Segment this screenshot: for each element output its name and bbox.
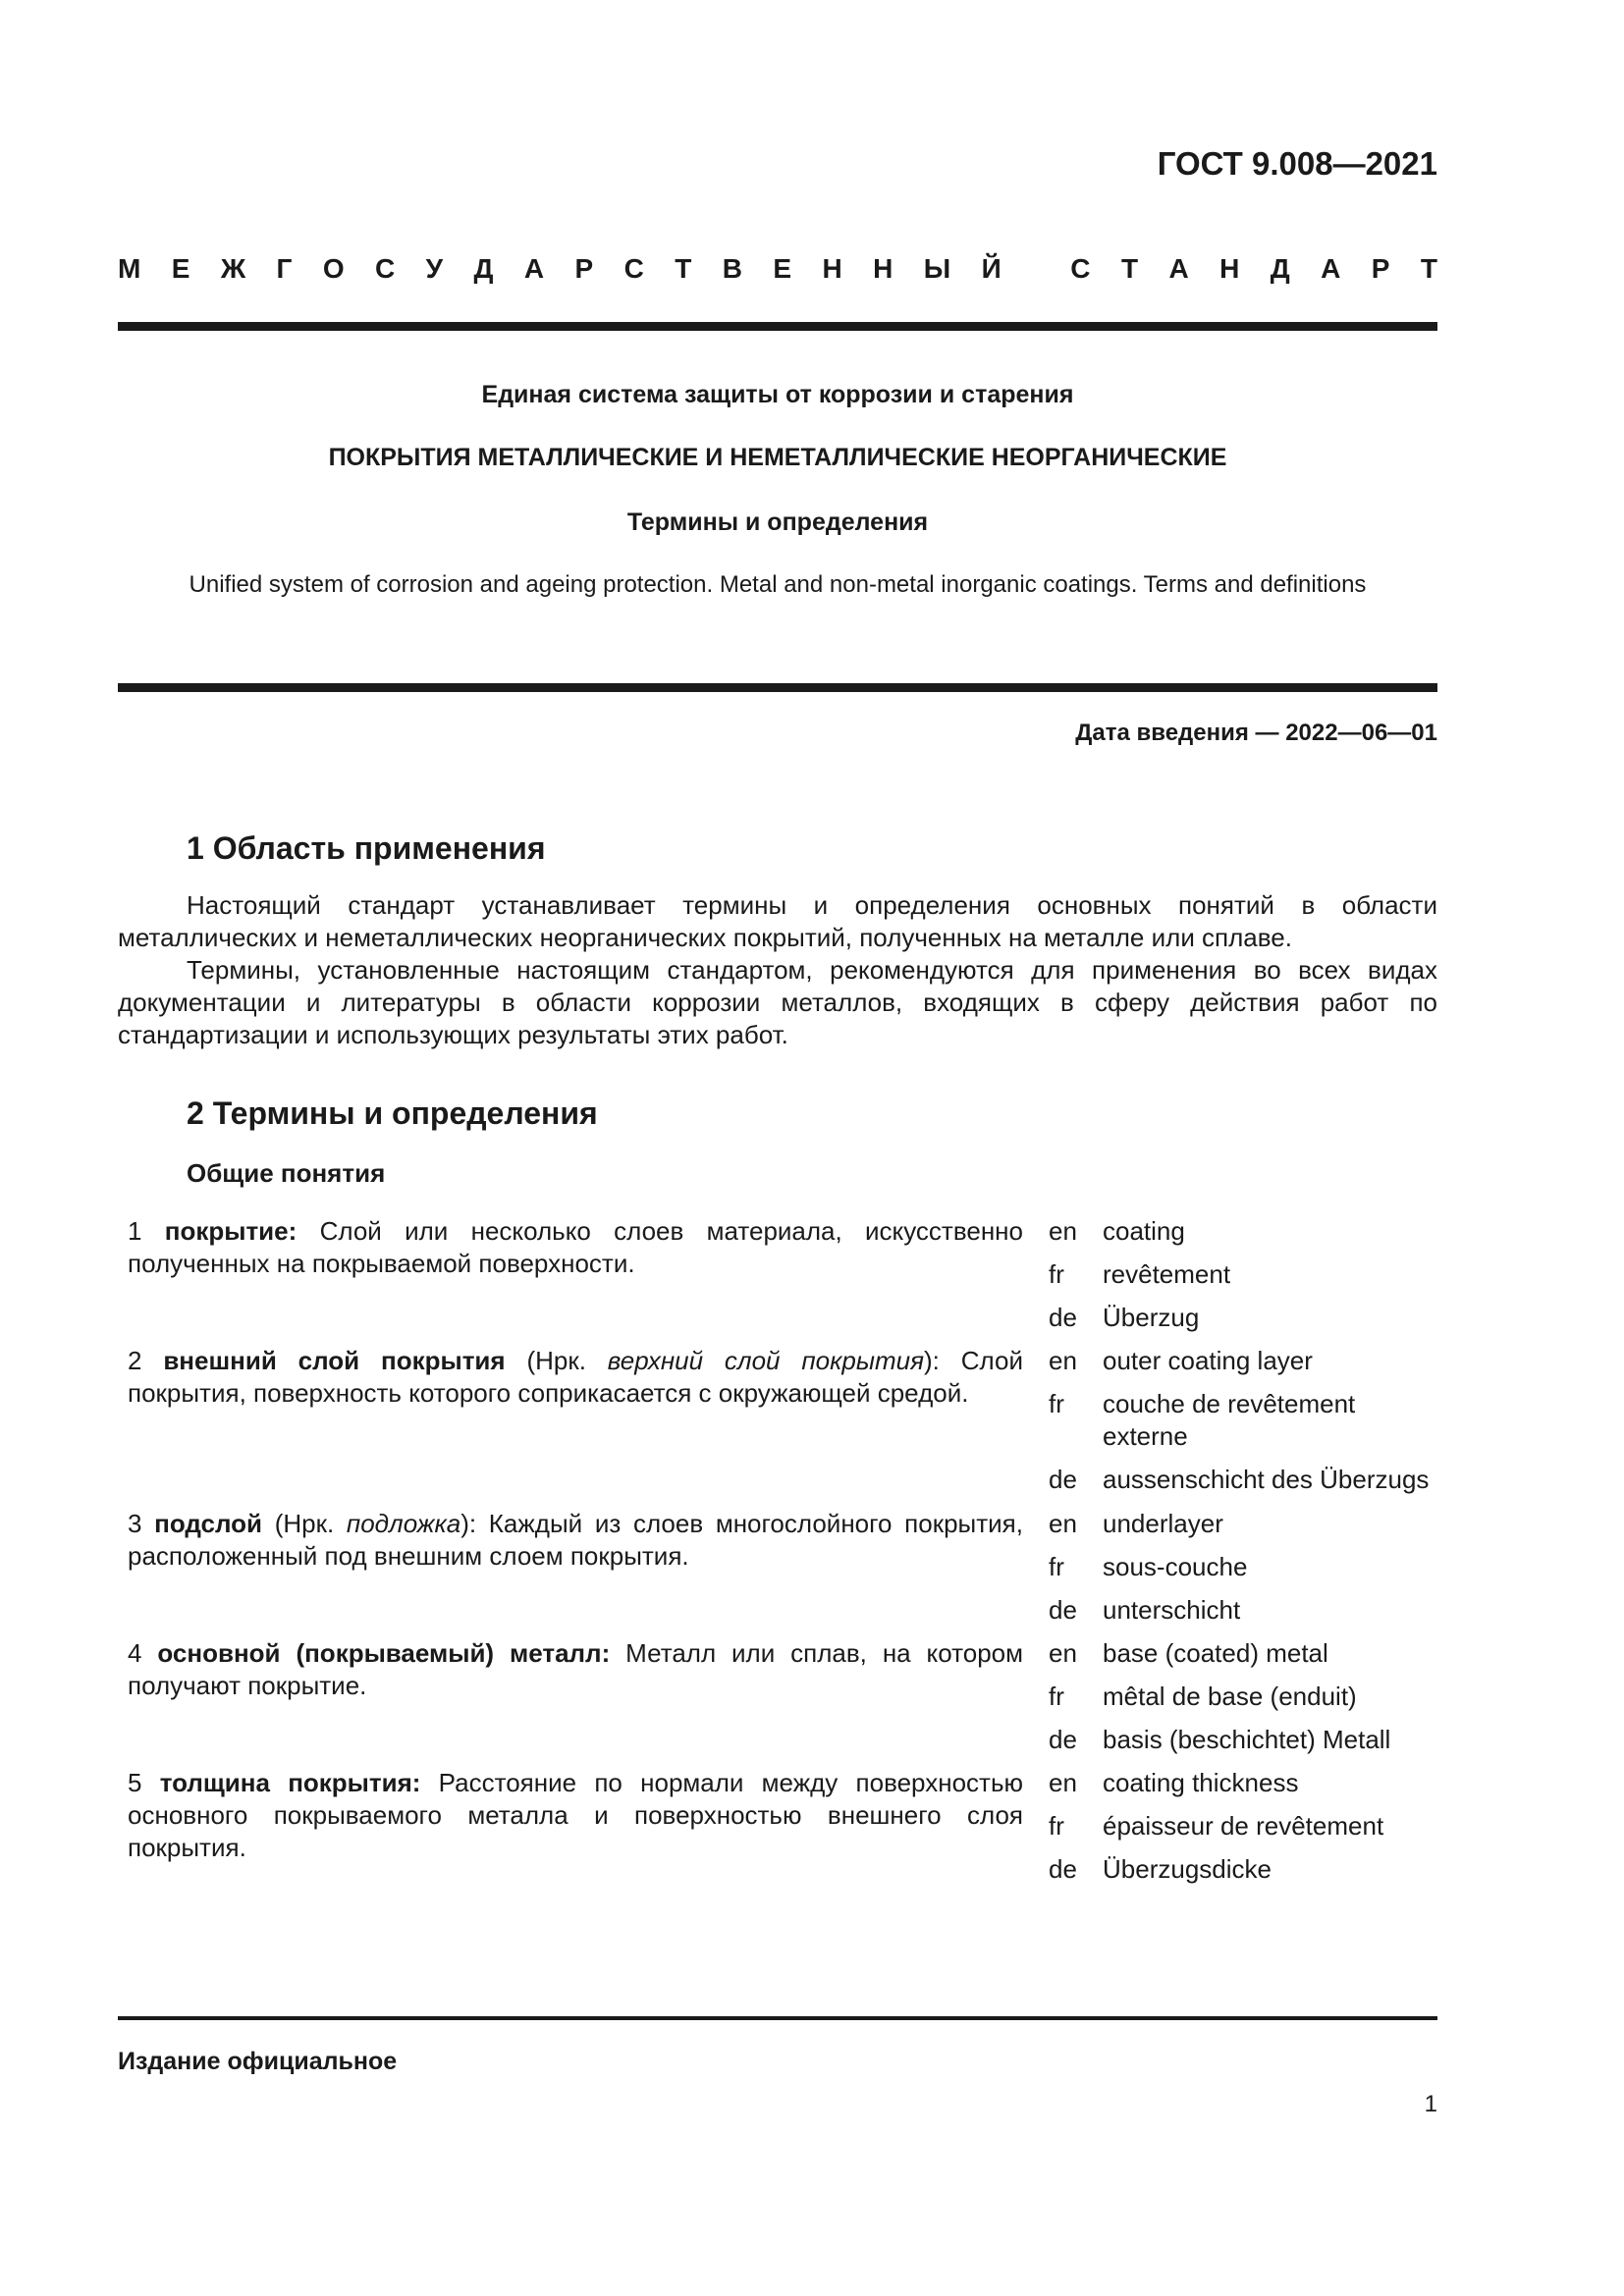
term-name: подслой bbox=[154, 1509, 263, 1538]
term-name: покрытие: bbox=[164, 1216, 298, 1246]
term-name: основной (покрываемый) металл: bbox=[157, 1638, 611, 1668]
lang-code: fr bbox=[1049, 1811, 1064, 1841]
lang-code: en bbox=[1049, 1216, 1077, 1246]
banner-letter: Н bbox=[822, 253, 842, 284]
banner-letter: Е bbox=[171, 253, 190, 284]
banner-letter: С bbox=[375, 253, 396, 284]
banner-letter: Ж bbox=[220, 253, 246, 284]
banner-letter: О bbox=[322, 253, 345, 284]
term-definition: Металл или сплав, на котором получают покрытие. bbox=[128, 1638, 1023, 1700]
lang-code: en bbox=[1049, 1509, 1077, 1538]
banner-letter: Й bbox=[981, 253, 1001, 284]
banner-letter: С bbox=[623, 253, 644, 284]
banner-letter: Е bbox=[773, 253, 792, 284]
banner-letter: М bbox=[118, 253, 141, 284]
term-entry-5 bbox=[128, 1767, 1023, 1864]
banner-letter: Д bbox=[473, 253, 494, 284]
interstate-standard-banner bbox=[118, 253, 1437, 285]
term-note: (Нрк. bbox=[505, 1346, 608, 1375]
term-3-equivalents bbox=[1049, 1508, 1441, 1627]
term-number: 1 bbox=[128, 1216, 142, 1246]
term-2-equivalents bbox=[1049, 1345, 1441, 1496]
banner-letter: С bbox=[1070, 253, 1091, 284]
term-number: 3 bbox=[128, 1509, 142, 1538]
term-de: Überzug bbox=[1103, 1303, 1200, 1332]
banner-letter: Т bbox=[675, 253, 692, 284]
term-fr: couche de revêtement externe bbox=[1103, 1389, 1356, 1451]
term-name: толщина покрытия: bbox=[159, 1768, 421, 1797]
section-2-heading: 2 Термины и определения bbox=[187, 1095, 598, 1131]
term-entry-4 bbox=[128, 1637, 1023, 1702]
term-fr: épaisseur de revêtement bbox=[1103, 1811, 1384, 1841]
term-note: (Нрк. bbox=[262, 1509, 347, 1538]
lang-code: de bbox=[1049, 1465, 1077, 1494]
banner-letter: А bbox=[523, 253, 545, 284]
lang-code: fr bbox=[1049, 1682, 1064, 1711]
term-number: 2 bbox=[128, 1346, 142, 1375]
term-de: aussenschicht des Überzugs bbox=[1103, 1465, 1430, 1494]
banner-gap bbox=[1032, 253, 1040, 285]
banner-letter: В bbox=[722, 253, 742, 284]
term-en: coating thickness bbox=[1103, 1768, 1299, 1797]
lang-code: de bbox=[1049, 1595, 1077, 1625]
term-entry-3 bbox=[128, 1508, 1023, 1573]
term-4-equivalents bbox=[1049, 1637, 1441, 1756]
term-definition: Расстояние по нормали между поверхностью основного покрываемого металла и поверхностью внешнего слоя покрытия. bbox=[128, 1768, 1023, 1862]
banner-letter: Т bbox=[1120, 253, 1139, 284]
term-entry-1 bbox=[128, 1215, 1023, 1280]
official-edition-label: Издание официальное bbox=[118, 2048, 398, 2075]
general-concepts-subheading: Общие понятия bbox=[187, 1158, 386, 1188]
banner-letter: Н bbox=[873, 253, 893, 284]
lang-code: en bbox=[1049, 1638, 1077, 1668]
term-de: basis (beschichtet) Metall bbox=[1103, 1725, 1391, 1754]
term-5-equivalents bbox=[1049, 1767, 1441, 1886]
lang-code: de bbox=[1049, 1854, 1077, 1884]
banner-letter: Н bbox=[1219, 253, 1240, 284]
term-definition: Слой или несколько слоев материала, искусственно полученных на покрываемой поверхности. bbox=[128, 1216, 1023, 1278]
banner-letter: Р bbox=[1371, 253, 1390, 284]
section-1-paragraph-1 bbox=[118, 889, 1437, 954]
lang-code: fr bbox=[1049, 1389, 1064, 1418]
term-fr: sous-couche bbox=[1103, 1552, 1248, 1581]
paragraph-text: Настоящий стандарт устанавливает термины и определения основных понятий в области металлических и неметаллических неорганических покрытий, полученных на металле или сплаве. bbox=[118, 890, 1437, 952]
term-fr: mêtal de base (enduit) bbox=[1103, 1682, 1357, 1711]
paragraph-text: Термины, установленные настоящим стандартом, рекомендуются для применения во всех видах документации и литературы в области коррозии металлов, входящих в сферу действия работ по стандартизации и использующих результаты этих работ. bbox=[118, 955, 1437, 1049]
term-entry-2 bbox=[128, 1345, 1023, 1410]
term-de: Überzugsdicke bbox=[1103, 1854, 1272, 1884]
term-fr: revêtement bbox=[1103, 1259, 1231, 1289]
banner-letter: А bbox=[1321, 253, 1341, 284]
lang-code: de bbox=[1049, 1303, 1077, 1332]
banner-letter: Г bbox=[276, 253, 293, 284]
sub-title: Термины и определения bbox=[626, 508, 929, 536]
lang-code: en bbox=[1049, 1346, 1077, 1375]
footer-divider bbox=[118, 2016, 1437, 2020]
header-divider bbox=[118, 322, 1437, 331]
banner-letter: Д bbox=[1270, 253, 1290, 284]
term-note: ): bbox=[924, 1346, 940, 1375]
term-en: underlayer bbox=[1103, 1509, 1223, 1538]
standard-code: ГОСТ 9.008—2021 bbox=[1157, 145, 1437, 182]
term-definition: Слой покрытия, поверхность которого соприкасается с окружающей средой. bbox=[128, 1346, 1023, 1408]
term-number: 5 bbox=[128, 1768, 142, 1797]
section-1-heading: 1 Область применения bbox=[187, 830, 546, 866]
banner-letter: Р bbox=[574, 253, 594, 284]
term-de: unterschicht bbox=[1103, 1595, 1241, 1625]
lang-code: en bbox=[1049, 1768, 1077, 1797]
term-note: ): bbox=[460, 1509, 477, 1538]
banner-letter: А bbox=[1168, 253, 1189, 284]
banner-letter: Ы bbox=[923, 253, 951, 284]
term-1-equivalents bbox=[1049, 1215, 1441, 1334]
term-number: 4 bbox=[128, 1638, 142, 1668]
title-divider bbox=[118, 683, 1437, 692]
lang-code: fr bbox=[1049, 1259, 1064, 1289]
system-title: Единая система защиты от коррозии и старения bbox=[481, 381, 1074, 408]
term-en: base (coated) metal bbox=[1103, 1638, 1328, 1668]
page-number: 1 bbox=[1424, 2091, 1437, 2117]
lang-code: de bbox=[1049, 1725, 1077, 1754]
banner-letter: Т bbox=[1420, 253, 1437, 284]
english-title: Unified system of corrosion and ageing protection. Metal and non-metal inorganic coatings. Terms and definitions bbox=[189, 571, 1367, 598]
banner-letter: У bbox=[425, 253, 444, 284]
term-name: внешний слой покрытия bbox=[163, 1346, 506, 1375]
introduction-date: Дата введения — 2022—06—01 bbox=[1075, 720, 1437, 746]
main-title: ПОКРЫТИЯ МЕТАЛЛИЧЕСКИЕ И НЕМЕТАЛЛИЧЕСКИЕ НЕОРГАНИЧЕСКИЕ bbox=[328, 444, 1227, 471]
term-en: outer coating layer bbox=[1103, 1346, 1313, 1375]
term-note-italic: подложка bbox=[346, 1509, 461, 1538]
term-definition: Каждый из слоев многослойного покрытия, расположенный под внешним слоем покрытия. bbox=[128, 1509, 1023, 1571]
term-note-italic: верхний слой покрытия bbox=[607, 1346, 925, 1375]
term-en: coating bbox=[1103, 1216, 1185, 1246]
lang-code: fr bbox=[1049, 1552, 1064, 1581]
section-1-paragraph-2 bbox=[118, 954, 1437, 1051]
